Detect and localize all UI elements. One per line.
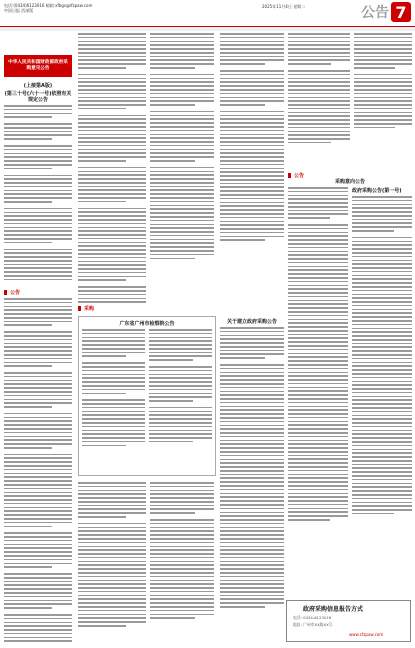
ad-title: 政府采购信息报告方式 — [303, 606, 364, 613]
column-3-bottom — [150, 482, 214, 642]
section-label-middle: 采购 — [84, 306, 95, 312]
column-1-bottom — [4, 298, 72, 643]
header-strip — [0, 27, 415, 31]
paper-name: 中国日报 西部版 — [4, 8, 34, 13]
edition-number: 7 — [391, 2, 411, 22]
column-1-title: (第三十号(六十一号)依照有关规定公告 — [4, 91, 72, 103]
notice-box-heading: 广东省广州市检察院公告 — [119, 321, 175, 327]
column-3-top — [150, 33, 214, 303]
section-marker-middle — [78, 306, 81, 311]
column-2-top — [78, 33, 146, 303]
column-6-heading: 政府采购公告(第一号) — [352, 188, 402, 194]
masthead — [0, 0, 415, 27]
ad-address: 地址: 广州市XX路XX号 — [293, 622, 333, 627]
edition-name: 公告 — [361, 5, 389, 21]
section-marker-left — [4, 290, 7, 295]
ad-phone: 电话: 0434-6123016 — [293, 615, 332, 620]
column-5-heading: 采购意向公告 — [334, 179, 365, 185]
advertisement-box — [286, 600, 411, 642]
column-1-top — [4, 82, 72, 282]
column-1-heading: (上接第A版) — [23, 83, 53, 89]
column-5-bottom — [288, 178, 412, 596]
issue-date: 2025年11月4日 星期二 — [262, 4, 306, 9]
column-6-top — [354, 33, 412, 173]
column-4-heading: 关于建立政府采购公告 — [226, 319, 277, 325]
contact-line: 电话:(0434)6123016 邮箱:xfbgs@ifzpaw.com — [4, 3, 93, 8]
notice-title-box: 中华人民共和国财政部政府采购意见公告 — [4, 55, 72, 77]
column-4-top — [220, 33, 284, 313]
section-label-right: 公告 — [294, 173, 305, 179]
section-marker-right — [288, 173, 291, 178]
ad-url[interactable]: www.cfzpaw.com — [349, 632, 384, 637]
column-4-bottom — [220, 318, 284, 642]
notice-box-guangzhou — [78, 316, 216, 476]
contact-info — [4, 3, 92, 13]
column-5-top — [288, 33, 350, 173]
column-2-bottom — [78, 482, 146, 642]
section-label-left: 公告 — [10, 290, 21, 296]
edition-tag — [361, 1, 411, 23]
